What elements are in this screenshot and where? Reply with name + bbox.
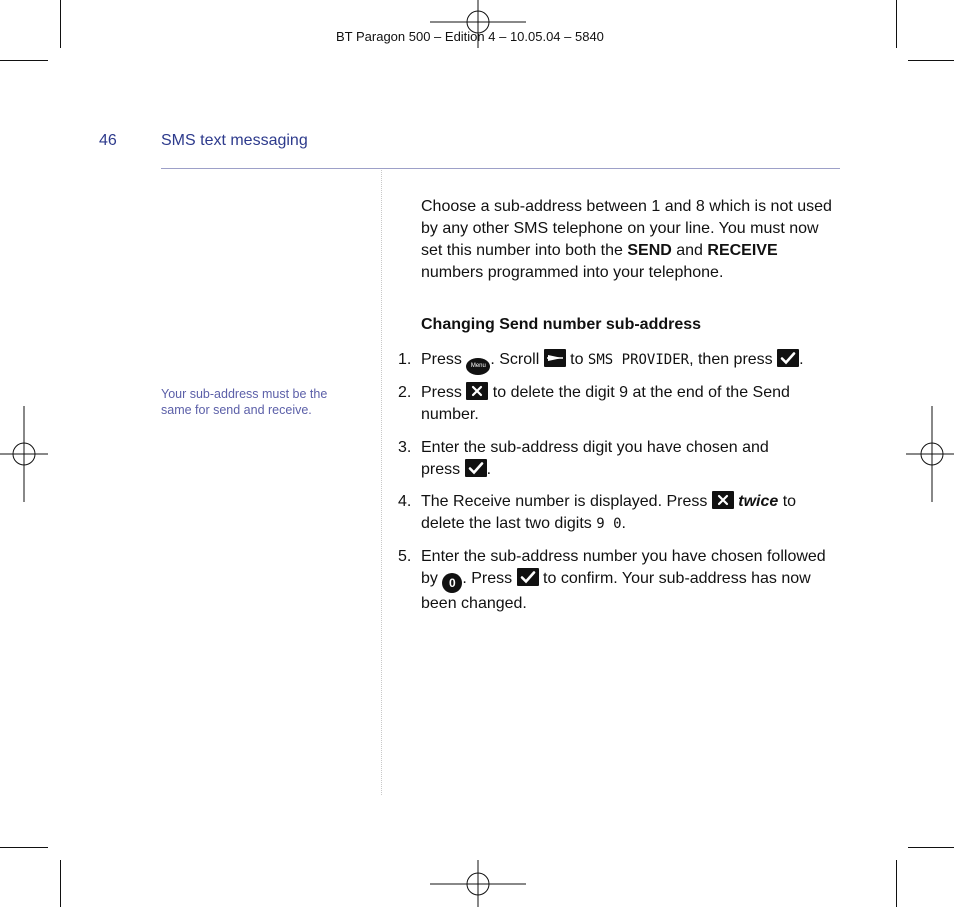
- receive-keyword: RECEIVE: [707, 242, 778, 259]
- registration-mark-icon: [906, 406, 954, 502]
- scroll-key-icon: [544, 349, 566, 367]
- zero-key-icon: 0: [442, 573, 462, 593]
- step-text: , then press: [689, 351, 778, 368]
- crop-mark: [60, 0, 61, 48]
- step-text: to delete the last two digits: [421, 493, 797, 532]
- send-keyword: SEND: [627, 242, 672, 259]
- header-rule: [161, 168, 840, 169]
- step-text: .: [486, 461, 492, 478]
- crop-mark: [896, 860, 897, 907]
- ok-check-icon: [465, 459, 487, 477]
- lcd-text: SMS PROVIDER: [587, 352, 690, 368]
- ok-check-icon: [777, 349, 799, 367]
- step-text: Enter the sub-address number you have chosen followed by: [421, 548, 826, 587]
- ok-check-icon: [517, 568, 539, 586]
- step-text: Press: [421, 384, 467, 401]
- step-text: The Receive number is displayed. Press: [421, 493, 712, 510]
- registration-mark-icon: [430, 860, 526, 907]
- page-number: 46: [99, 132, 117, 149]
- step-text: . Scroll: [490, 351, 544, 368]
- section-title: SMS text messaging: [161, 132, 308, 149]
- step-text: .: [621, 515, 626, 532]
- step-text: Press: [421, 351, 467, 368]
- step-text: to delete the digit 9 at the end of the Send number.: [421, 384, 790, 423]
- step-text: .: [799, 351, 804, 368]
- step-number: 1.: [398, 351, 412, 368]
- step-text: Enter the sub-address digit you have chosen and press: [421, 439, 769, 478]
- step-5: [398, 546, 843, 615]
- sidenote: Your sub-address must be the same for send and receive.: [161, 387, 328, 417]
- intro-text: and: [671, 242, 708, 259]
- step-text: to: [565, 351, 588, 368]
- step-text: to confirm. Your sub-address has now been changed.: [421, 570, 811, 612]
- step-number: 2.: [398, 384, 412, 401]
- crop-mark: [0, 847, 48, 848]
- intro-text: numbers programmed into your telephone.: [421, 264, 724, 281]
- menu-key-icon: Menu: [466, 358, 490, 375]
- crop-mark: [908, 60, 954, 61]
- crop-mark: [908, 847, 954, 848]
- step-number: 5.: [398, 548, 412, 565]
- crop-mark: [0, 60, 48, 61]
- step-number: 3.: [398, 439, 412, 456]
- subheading: Changing Send number sub-address: [421, 316, 702, 333]
- step-text: . Press: [462, 570, 517, 587]
- delete-x-icon: [466, 382, 488, 400]
- print-header: BT Paragon 500 – Edition 4 – 10.05.04 – 5840: [336, 29, 604, 44]
- registration-mark-icon: [0, 406, 48, 502]
- delete-x-icon: [712, 491, 734, 509]
- step-4: [398, 491, 843, 535]
- step-1: [398, 349, 843, 375]
- emphasis-twice: twice: [738, 493, 779, 510]
- column-divider: [381, 170, 382, 795]
- step-3: [398, 437, 843, 481]
- crop-mark: [60, 860, 61, 907]
- crop-mark: [896, 0, 897, 48]
- step-2: [398, 382, 843, 426]
- lcd-text: 9 0: [596, 516, 622, 532]
- intro-paragraph: [421, 196, 841, 284]
- intro-text: Choose a sub-address between 1 and 8 which is not used by any other SMS telephone on your line. You must now set this number into both the: [421, 198, 832, 259]
- step-number: 4.: [398, 493, 412, 510]
